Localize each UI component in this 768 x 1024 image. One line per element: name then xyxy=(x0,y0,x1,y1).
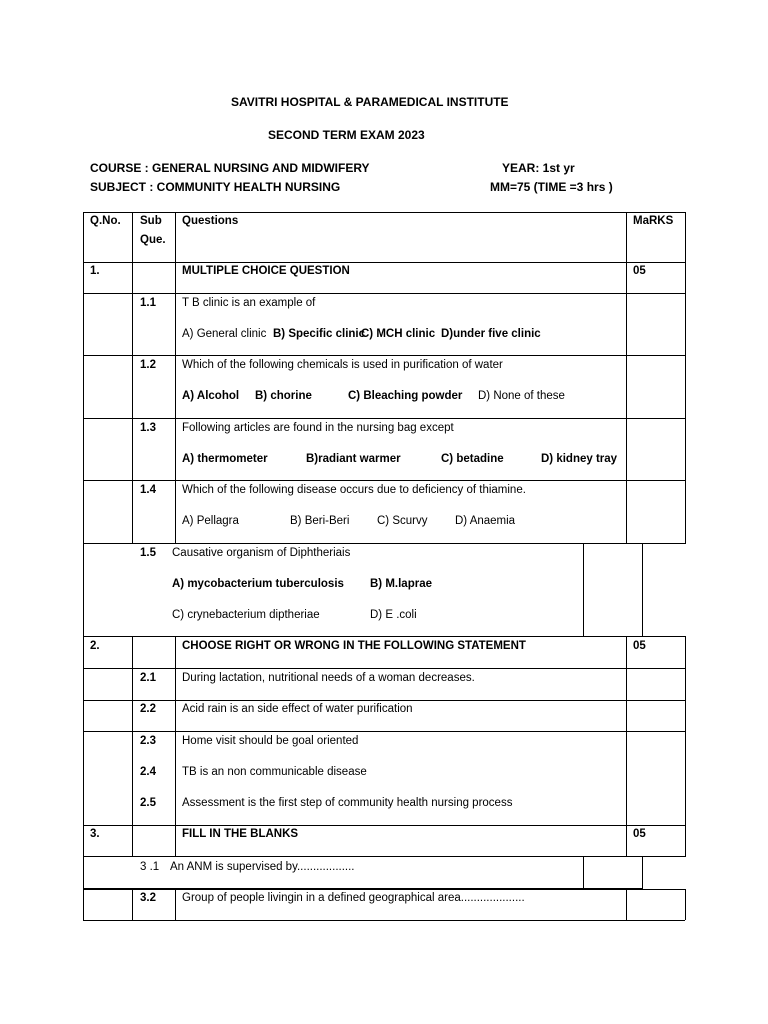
question-text: Following articles are found in the nursing bag except xyxy=(182,422,454,434)
column-header-marks: MaRKS xyxy=(633,215,674,227)
max-marks-time: MM=75 (TIME =3 hrs ) xyxy=(490,180,613,194)
column-header-questions: Questions xyxy=(182,215,239,227)
section-marks: 05 xyxy=(633,828,646,840)
option-c: C) Bleaching powder xyxy=(348,390,463,402)
table-rule xyxy=(83,293,685,294)
option-a: A) thermometer xyxy=(182,453,268,465)
table-rule xyxy=(175,212,176,544)
section-number: 2. xyxy=(90,640,100,652)
table-rule xyxy=(83,889,685,890)
table-rule xyxy=(83,825,685,826)
table-rule xyxy=(83,355,685,356)
sub-question-number: 2.5 xyxy=(140,797,156,809)
option-c: C) betadine xyxy=(441,453,504,465)
question-text: Assessment is the first step of community health nursing process xyxy=(182,797,513,809)
question-text: T B clinic is an example of xyxy=(182,297,316,309)
option-c: C) MCH clinic xyxy=(361,328,436,340)
table-border xyxy=(685,636,686,857)
table-rule xyxy=(132,889,133,920)
table-rule xyxy=(175,636,176,857)
option-a: A) Alcohol xyxy=(182,390,240,402)
year-line: YEAR: 1st yr xyxy=(502,161,575,175)
column-header-qno: Q.No. xyxy=(90,215,121,227)
section-marks: 05 xyxy=(633,640,646,652)
sub-question-number: 2.1 xyxy=(140,672,156,684)
question-text: Home visit should be goal oriented xyxy=(182,735,359,747)
section-marks: 05 xyxy=(633,265,646,277)
table-rule xyxy=(642,856,643,888)
question-text: Which of the following chemicals is used in purification of water xyxy=(182,359,503,371)
question-text: Which of the following disease occurs due to deficiency of thiamine. xyxy=(182,484,526,496)
option-c: C) Scurvy xyxy=(377,515,428,527)
option-a: A) mycobacterium tuberculosis xyxy=(172,578,344,590)
option-d: D) Anaemia xyxy=(455,515,516,527)
section-title: CHOOSE RIGHT OR WRONG IN THE FOLLOWING STATEMENT xyxy=(182,640,526,652)
table-rule xyxy=(83,731,685,732)
sub-question-number: 2.4 xyxy=(140,766,156,778)
option-d: D)under five clinic xyxy=(441,328,541,340)
section-number: 1. xyxy=(90,265,100,277)
option-c: C) crynebacterium diptheriae xyxy=(172,609,320,621)
sub-question-number: 3.2 xyxy=(140,892,156,904)
option-d: D) kidney tray xyxy=(541,453,618,465)
table-rule xyxy=(175,889,176,920)
column-header-sub-que: Que. xyxy=(140,234,166,246)
institute-name: SAVITRI HOSPITAL & PARAMEDICAL INSTITUTE xyxy=(231,95,509,109)
option-d: D) None of these xyxy=(478,390,565,402)
sub-question-number: 1.4 xyxy=(140,484,156,496)
question-text: Group of people livingin in a defined geographical area.................... xyxy=(182,892,525,904)
option-b: B) Specific clinic xyxy=(273,328,366,340)
option-a: A) Pellagra xyxy=(182,515,239,527)
course-line: COURSE : GENERAL NURSING AND MIDWIFERY xyxy=(90,161,370,175)
section-title: MULTIPLE CHOICE QUESTION xyxy=(182,265,350,277)
table-rule xyxy=(626,889,627,920)
question-text: An ANM is supervised by.................. xyxy=(170,861,355,873)
table-rule xyxy=(83,700,685,701)
question-text: TB is an non communicable disease xyxy=(182,766,367,778)
table-rule xyxy=(83,262,685,263)
section-number: 3. xyxy=(90,828,100,840)
sub-question-number: 1.1 xyxy=(140,297,156,309)
table-rule xyxy=(83,856,685,857)
sub-question-number: 2.3 xyxy=(140,735,156,747)
table-rule xyxy=(83,480,685,481)
table-border xyxy=(83,920,685,921)
option-b: B) chorine xyxy=(255,390,312,402)
table-rule xyxy=(83,636,685,637)
section-title: FILL IN THE BLANKS xyxy=(182,828,299,840)
option-b: B) Beri-Beri xyxy=(290,515,350,527)
question-text: Acid rain is an side effect of water purification xyxy=(182,703,413,715)
question-text: During lactation, nutritional needs of a woman decreases. xyxy=(182,672,475,684)
table-rule xyxy=(642,543,643,636)
table-rule xyxy=(626,636,627,857)
table-border xyxy=(685,889,686,920)
exam-title: SECOND TERM EXAM 2023 xyxy=(268,128,425,142)
table-border xyxy=(83,212,685,213)
table-rule xyxy=(626,212,627,544)
option-d: D) E .coli xyxy=(370,609,417,621)
question-text: Causative organism of Diphtheriais xyxy=(172,547,351,559)
table-border xyxy=(83,212,84,920)
table-rule xyxy=(83,668,685,669)
sub-question-number: 1.3 xyxy=(140,422,156,434)
table-rule xyxy=(583,543,584,636)
table-rule xyxy=(83,418,685,419)
sub-question-number: 2.2 xyxy=(140,703,156,715)
sub-question-number: 1.5 xyxy=(140,547,156,559)
option-a: A) General clinic xyxy=(182,328,267,340)
option-b: B)radiant warmer xyxy=(306,453,401,465)
table-rule xyxy=(583,856,584,888)
sub-question-number: 1.2 xyxy=(140,359,156,371)
option-b: B) M.laprae xyxy=(370,578,432,590)
sub-question-number: 3 .1 xyxy=(140,861,160,873)
table-rule xyxy=(132,636,133,857)
column-header-sub: Sub xyxy=(140,215,162,227)
table-rule xyxy=(132,212,133,544)
table-rule xyxy=(83,543,685,544)
subject-line: SUBJECT : COMMUNITY HEALTH NURSING xyxy=(90,180,341,194)
table-border xyxy=(685,212,686,544)
